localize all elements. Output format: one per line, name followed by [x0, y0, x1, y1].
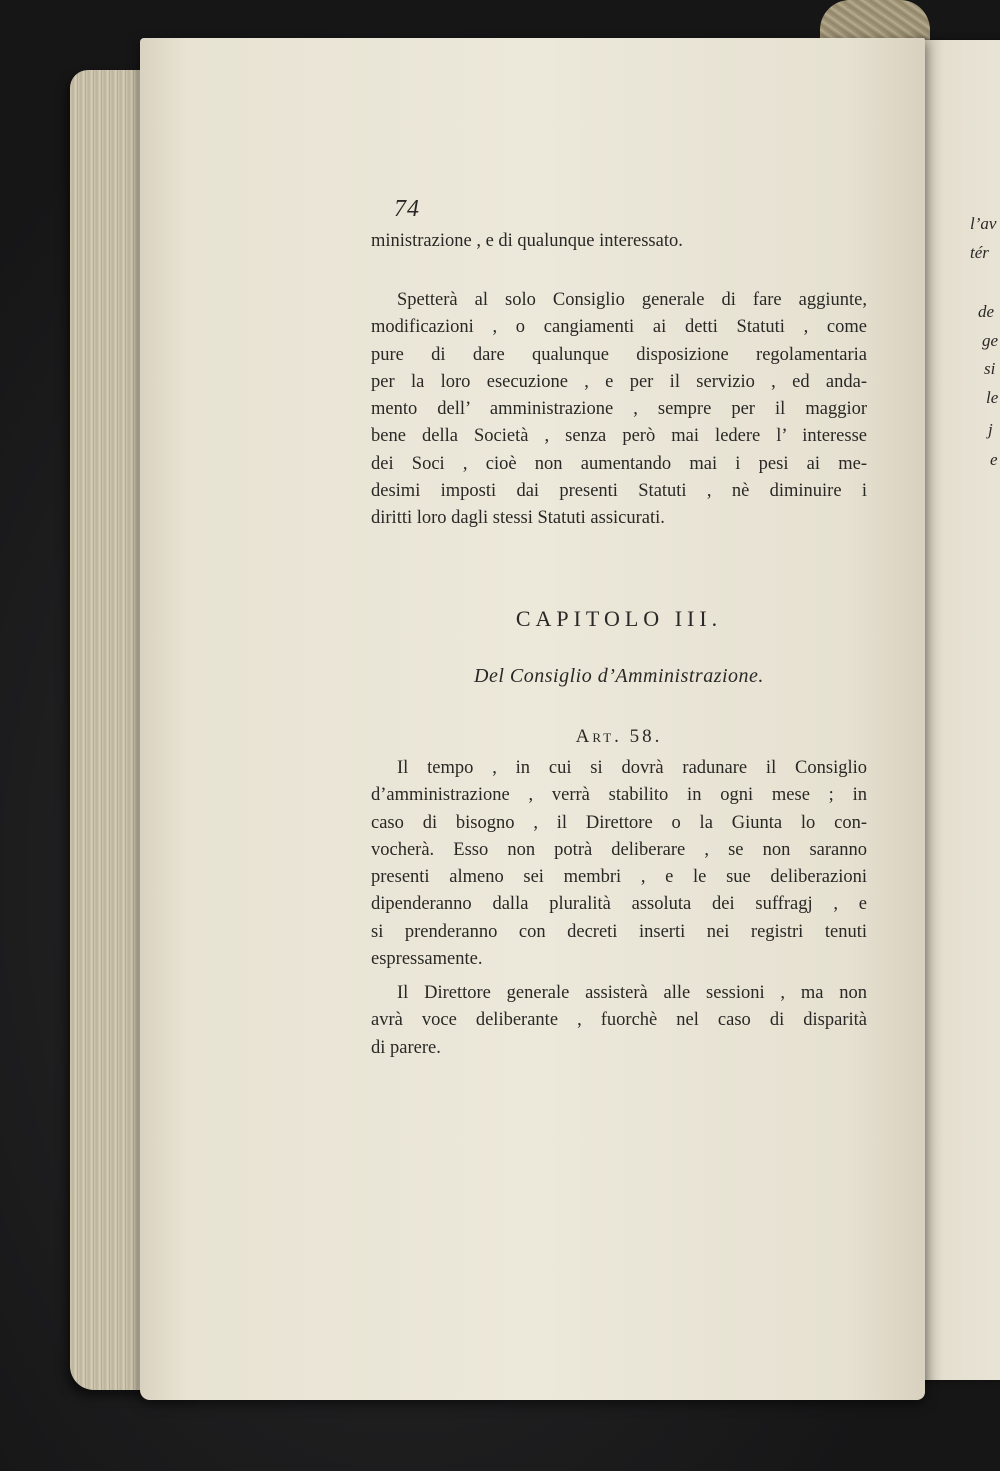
facing-page — [914, 40, 1000, 1380]
text-line: Spetterà al solo Consiglio generale di fare aggiunte, — [397, 290, 867, 310]
facing-page-fragment: si — [984, 359, 996, 378]
paragraph-art-58 — [371, 755, 867, 973]
continuation-text — [371, 228, 867, 255]
text-line: diritti loro dagli stessi Statuti assicurati. — [371, 508, 665, 529]
text-line: desimi imposti dai presenti Statuti , nè diminuire i — [371, 481, 867, 502]
facing-page-fragment: le — [986, 388, 999, 407]
text-line: bene della Società , senza però mai ledere l’ interesse — [371, 426, 867, 447]
chapter-subtitle: Del Consiglio d’Amministrazione. — [474, 665, 764, 687]
text-line: di parere. — [371, 1037, 441, 1058]
text-line: Il tempo , in cui si dovrà radunare il Consiglio — [397, 758, 867, 778]
facing-page-fragment: ge — [982, 331, 999, 350]
article-heading-text: Art. 58. — [575, 726, 663, 747]
article-heading — [371, 726, 867, 748]
chapter-title: CAPITOLO III. — [515, 606, 723, 631]
text-line: Il Direttore generale assisterà alle sessioni , ma non — [397, 983, 867, 1003]
page-number: 74 — [394, 196, 420, 222]
text-line: dipenderanno dalla pluralità assoluta dei suffragj , e — [371, 894, 867, 915]
text-line: presenti almeno sei membri , e le sue deliberazioni — [371, 867, 867, 888]
text-line: ministrazione , e di qualunque interessato. — [371, 231, 683, 251]
text-line: pure di dare qualunque disposizione regolamentaria — [371, 344, 867, 365]
facing-page-fragment: l’av — [970, 214, 997, 233]
text-line: mento dell’ amministrazione , sempre per il maggior — [371, 399, 867, 420]
text-line: modificazioni , o cangiamenti ai detti Statuti , come — [371, 317, 867, 338]
paragraph-direttore — [371, 980, 867, 1062]
text-line: vocherà. Esso non potrà deliberare , se non saranno — [371, 839, 867, 860]
paragraph-consiglio-generale — [371, 287, 867, 533]
text-line: espressamente. — [371, 949, 483, 970]
text-line: avrà voce deliberante , fuorchè nel caso di disparità — [371, 1010, 867, 1031]
text-line: si prenderanno con decreti inserti nei registri tenuti — [371, 921, 867, 942]
text-line: caso di bisogno , il Direttore o la Giunta lo con- — [371, 812, 867, 833]
text-line: per la loro esecuzione , e per il servizio , ed anda- — [371, 371, 867, 392]
facing-page-fragment: tér — [970, 243, 989, 262]
facing-page-fragment: de — [978, 302, 995, 321]
text-line: d’amministrazione , verrà stabilito in ogni mese ; in — [371, 785, 867, 806]
facing-page-fragment: j — [988, 420, 993, 439]
facing-page-fragment: e — [990, 450, 998, 469]
text-line: dei Soci , cioè non aumentando mai i pesi ai me- — [371, 453, 867, 474]
